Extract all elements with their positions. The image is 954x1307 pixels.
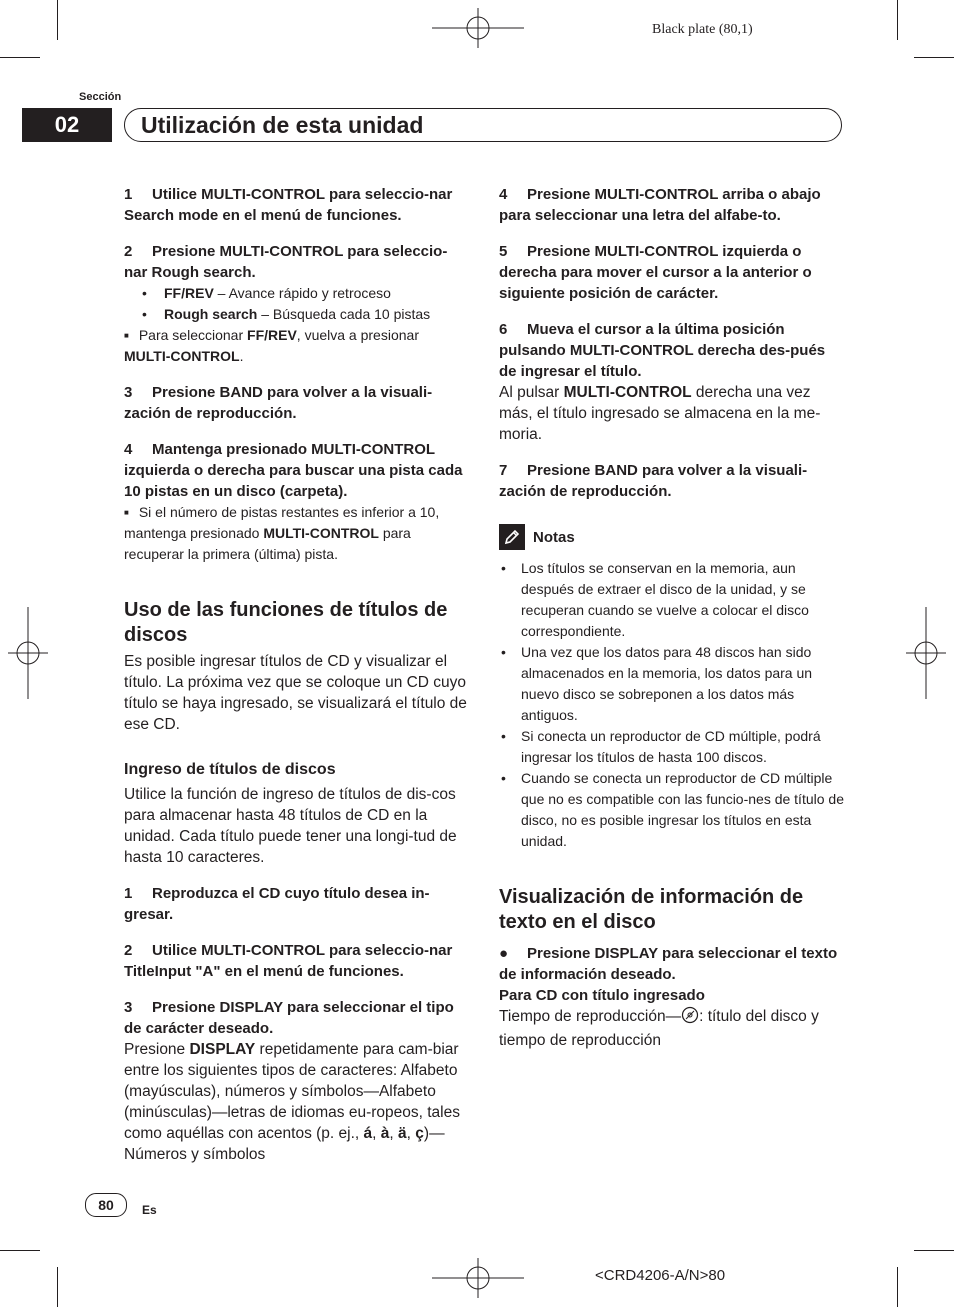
step-number: 3 [124, 999, 133, 1016]
paragraph-key: DISPLAY [189, 1041, 256, 1058]
registration-mark [906, 607, 946, 699]
step-text: Utilice MULTI-CONTROL para seleccio-nar TitleInput "A" en el menú de funciones. [124, 942, 453, 980]
left-column [124, 184, 469, 1180]
option-key: FF/REV [164, 285, 214, 301]
language-code: Es [142, 1203, 157, 1217]
crop-mark [57, 1267, 58, 1307]
crop-mark [897, 0, 898, 40]
step-number: 6 [499, 321, 508, 338]
separator: , [406, 1125, 416, 1142]
paragraph-text: repetidamente para cam-biar entre los siguientes tipos de caracteres: Alfabeto (mayúsculas), números y símbolos—Alfabeto (minúsculas)—letras de idiomas eu-ropeos, tales como aquéllas con acentos (p. ej., [124, 1041, 460, 1142]
note-text: para recuperar la primera (última) pista. [124, 525, 411, 562]
note-key: FF/REV [247, 327, 297, 343]
paragraph [499, 382, 844, 445]
display-step [499, 943, 844, 985]
paragraph-text: Al pulsar [499, 384, 564, 401]
note-key: MULTI-CONTROL [263, 525, 379, 541]
step-text: Presione DISPLAY para seleccionar el tipo de carácter deseado. [124, 999, 454, 1037]
note-bullet: • Los títulos se conservan en la memoria, aun después de extraer el disco de la unidad, y se recuperan cuando se vuelve a colocar el disco correspondiente. [499, 558, 844, 642]
subheading-text: Para CD con título ingresado [499, 987, 705, 1004]
crop-mark [914, 57, 954, 58]
step-4 [499, 184, 844, 226]
crop-mark [57, 0, 58, 40]
heading-titles: Uso de las funciones de títulos de discos [124, 599, 448, 646]
step-number: 1 [124, 885, 133, 902]
step-text: Mantenga presionado MULTI-CONTROL izquierda o derecha para buscar una pista cada 10 pistas en un disco (carpeta). [124, 441, 463, 500]
step-6 [499, 319, 844, 382]
crop-mark [897, 1267, 898, 1307]
note-item [124, 502, 469, 565]
title-step-1 [124, 883, 469, 925]
registration-mark [432, 1258, 524, 1298]
step-text: Presione BAND para volver a la visuali-zación de reproducción. [499, 462, 808, 500]
accent-char: ç [415, 1125, 424, 1142]
section-number: 02 [22, 108, 112, 142]
title-step-2 [124, 940, 469, 982]
option-desc: – Avance rápido y retroceso [213, 285, 391, 301]
page-number: 80 [85, 1193, 127, 1217]
step-3 [124, 382, 469, 424]
step-7 [499, 460, 844, 502]
crop-mark [0, 57, 40, 58]
notes-label: Notas [533, 528, 575, 546]
paragraph-text: Tiempo de reproducción— [499, 1008, 682, 1025]
note-bullet: • Una vez que los datos para 48 discos han sido almacenados en la memoria, los datos para un nuevo disco se sobreponen a los datos más antiguos. [499, 642, 844, 726]
paragraph: Utilice la función de ingreso de títulos de dis-cos para almacenar hasta 48 títulos de CD en la unidad. Cada título puede tener una longi-tud de hasta 10 caracteres. [124, 786, 457, 866]
right-column [499, 184, 844, 1066]
note-bullet: • Si conecta un reproductor de CD múltiple, podrá ingresar los títulos de hasta 100 discos. [499, 726, 844, 768]
note-item [124, 325, 469, 367]
square-bullet-icon: ■ [124, 508, 129, 517]
step-text: Presione MULTI-CONTROL arriba o abajo para seleccionar una letra del alfabe-to. [499, 186, 821, 224]
plate-label: Black plate (80,1) [652, 22, 753, 37]
step-number: 3 [124, 384, 133, 401]
paragraph-text: Presione [124, 1041, 190, 1058]
notes-header [499, 524, 844, 550]
subheading-input: Ingreso de títulos de discos [124, 761, 336, 778]
disc-icon [681, 1006, 699, 1030]
paragraph [124, 1039, 469, 1165]
section-label: Sección [79, 91, 122, 103]
list-item [124, 304, 469, 325]
step-4 [124, 439, 469, 502]
step-number: 4 [124, 441, 133, 458]
step-number: 2 [124, 243, 133, 260]
accent-char: á [363, 1125, 373, 1142]
crop-mark [914, 1250, 954, 1251]
accent-char: ä [398, 1125, 407, 1142]
step-number: 5 [499, 243, 508, 260]
note-text: , vuelva a presionar [296, 327, 419, 343]
step-1 [124, 184, 469, 226]
note-text: . [239, 348, 244, 364]
step-number: 2 [124, 942, 133, 959]
note-bullet: • Cuando se conecta un reproductor de CD múltiple que no es compatible con las funcio-nes de título de disco, no es posible ingresar los títulos en esta unidad. [499, 768, 844, 852]
step-text: Reproduzca el CD cuyo título desea in-gresar. [124, 885, 430, 923]
accent-char: à [380, 1125, 390, 1142]
title-step-3 [124, 997, 469, 1039]
option-key: Rough search [164, 306, 258, 322]
paragraph [499, 1006, 844, 1051]
square-bullet-icon: ■ [124, 331, 129, 340]
note-text: Si el número de pistas restantes es inferior a 10, mantenga presionado [124, 504, 440, 541]
step-2 [124, 241, 469, 283]
paragraph-text: derecha una vez más, el título ingresado se almacena en la me-moria. [499, 384, 821, 443]
display-subheading [499, 985, 844, 1006]
registration-mark [432, 8, 524, 48]
step-text: Presione MULTI-CONTROL izquierda o derecha para mover el cursor a la anterior o siguiente posición de carácter. [499, 243, 812, 302]
document-code: <CRD4206-A/N>80 [595, 1267, 726, 1284]
note-key: MULTI-CONTROL [124, 348, 240, 364]
separator: , [389, 1125, 399, 1142]
paragraph: Es posible ingresar títulos de CD y visualizar el título. La próxima vez que se coloque un CD cuyo título se haya ingresado, se visualizará el título de ese CD. [124, 653, 467, 733]
step-number: 1 [124, 186, 133, 203]
paragraph-text: )—Números y símbolos [124, 1125, 445, 1163]
separator: , [372, 1125, 381, 1142]
step-5 [499, 241, 844, 304]
step-text: Presione DISPLAY para seleccionar el texto de información deseado. [499, 945, 838, 983]
list-item [124, 283, 469, 304]
section-title: Utilización de esta unidad [141, 112, 424, 138]
option-desc: – Búsqueda cada 10 pistas [257, 306, 431, 322]
step-text: Utilice MULTI-CONTROL para seleccio-nar Search mode en el menú de funciones. [124, 186, 453, 224]
pencil-icon [499, 524, 525, 550]
crop-mark [0, 1250, 40, 1251]
paragraph-text: : título del disco y tiempo de reproducción [499, 1008, 819, 1049]
step-number: 7 [499, 462, 508, 479]
step-text: Mueva el cursor a la última posición pulsando MULTI-CONTROL derecha des-pués de ingresar el título. [499, 321, 826, 380]
note-text: Para seleccionar [138, 327, 248, 343]
step-text: Presione BAND para volver a la visuali-zación de reproducción. [124, 384, 433, 422]
paragraph-key: MULTI-CONTROL [563, 384, 692, 401]
registration-mark [8, 607, 48, 699]
step-number: 4 [499, 186, 508, 203]
dot-bullet-icon: ● [499, 945, 509, 962]
heading-text-info: Visualización de información de texto en el disco [499, 886, 804, 933]
step-text: Presione MULTI-CONTROL para seleccio-nar Rough search. [124, 243, 448, 281]
